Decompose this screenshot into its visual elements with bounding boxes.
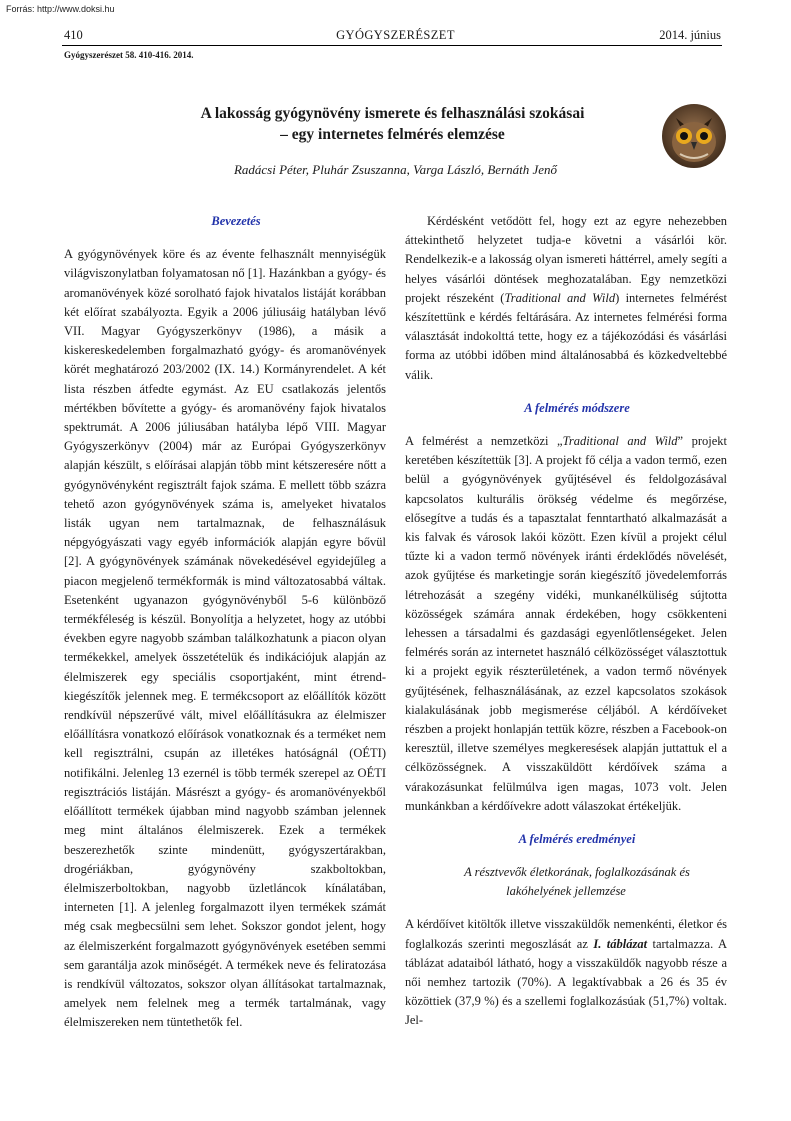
- section-heading-results: A felmérés eredményei: [518, 832, 636, 847]
- method-paragraph: A felmérést a nemzetközi „Traditional and Wild” projekt keretében készítettük [3]. A projekt fő célja a vadon termő, ezen belül a gyógynövények gyűjtésével és feldolgozásával kapcsolatos kulturális örökség védelme és megőrzése, elősegítve a tudás és a tapasztalat fenntartható alkalmazását a kis falvak és városok lakói között. Ezen kívül a projekt célul tűzte ki a vadon termő növények iránti érdeklődés növelését, azok gyűjtése és marketingje során kiegészítő jövedelemforrás létrehozását a szegény vidéki, munkanélküliség sújtotta közösségek számára annak érdekében, hogy csökkenteni lehessen a társadalmi és gazdasági egyenlőtlenségeket. Jelen felmérés során az internetet használó célközösséget választottuk ki a projekt egyik részterületének, a vadon termő növények gyűjtésének, felhasználásának, az ezzel kapcsolatos szokások kialakulásának jobb megismerése céljából. A kérdőíveket részben a projekt honlapján tettük közre, részben a Facebook-on keresztül, illetve személyes megkeresések alapján juttattuk el a célközösségnek. A visszaküldött kérdőívek száma a várakozásunkat felülmúlva igen magas, 1073 volt. Jelen munkánkban a kérdőívekre adott válaszokat értékeljük.: [405, 434, 727, 813]
- owl-logo-image: [662, 104, 726, 168]
- results-paragraph: A kérdőívet kitöltők illetve visszaküldők nemenkénti, életkor és foglalkozás szerinti megoszlását az I. táblázat tartalmazza. A táblázat adataiból látható, hogy a visszaküldők nagyobb része a női nemhez tartozik (70%). A legaktívabbak a 26 és 35 év közöttiek (37,9 %) és a szellemi foglalkozásúak (51,7%) voltak. Jel-: [405, 917, 727, 1028]
- right-paragraph-1: Kérdésként vetődött fel, hogy ezt az egyre nehezebben áttekinthető helyzetet tudja-e követni a vásárlói kör. Rendelkezik-e a lakosság olyan ismereti háttérrel, amely segíti a helyes vásárlói döntések meghozatalában. Egy nemzetközi projekt részeként (Traditional and Wild) internetes felmérést készítettünk e kérdés feltárására. Az internetes felmérési forma választását indokolttá tette, hogy ez a tájékozódási és vásárlási forma az utóbbi időben mind általánosabbá és közkedveltebbé válik.: [405, 214, 728, 382]
- source-label: Forrás: http://www.doksi.hu: [6, 4, 115, 14]
- journal-name: GYÓGYSZERÉSZET: [336, 28, 455, 42]
- intro-paragraph: A gyógynövények köre és az évente felhasznált mennyiségük világviszonylatban folyamatosan nő [1]. Hazánkban a gyógy- és aromanövények közé sorolható fajok hivatalos listáját korábban két előírat szabályozta. Egyik a 2006 júliusáig hatályban lévő VII. Magyar Gyógyszerkönyv (1986), a másik a kiskereskedelemben forgalmazható gyógy- és aromanövények körét meghatározó 203/2002 (IX. 14.) Kormányrendelet. A két lista részben átfedte egymást. Az EU csatlakozás jelentős mértékben bővítette a gyógy- és aromanövény fajok hivatalos spektrumát. A 2006 júliusában hatályba lépő VIII. Magyar Gyógyszerkönyv (2004) már az Európai Gyógyszerkönyv alapján készült, s előírásai alapján több mint kétszeresére nőtt a gyógynövényként regisztrált fajok száma. E mellett több százra tehető azon gyógynövények száma is, amelyeket hivatalos listák ugyan nem tartalmaznak, de felhasználásuk népgyógyászati vagy egyéb információk alapján egyre bővül [2]. A gyógynövények számának növekedésével egyidejűleg a piacon megjelenő termékformák is mind változatosabbá váltak. Esetenként ugyanazon gyógynövényből 5-6 különböző termékféleség is készül. Bonyolítja a helyzetet, hogy az utóbbi években egyre nagyobb számban találkozhatunk a piacon olyan termékekkel, amelyek összetételük és indikációjuk alapján az élelmiszerek egy speciális csoportjaként, mint étrend-kiegészítők jelennek meg. E termékcsoport az előállítók között rendkívül népszerűvé vált, mivel előállításukra az élelmiszer előállításra vonatkozó előírások vonatkoznak és a terméket nem kell regisztrálni, csupán az illetékes hatóságnál (OÉTI) notifikálni. Jelenleg 13 ezernél is több termék szerepel az OÉTI regisztrációs listáján. Másrészt a gyógy- és aromanövényekből előállított termékek újabban mind nagyobb számban jelennek meg mint általános élelmiszerek. Ezek a termékek beszerezhetők szinte mindenütt, gyógyszertárakban, drogériákban, gyógynövény szakboltokban, élelmiszerboltokban, nagyobb üzletláncok kínálatában, interneten [1]. A jelenleg forgalmazott ilyen termékek számát még csak megbecsülni sem lehet. Sokszor gondot jelent, hogy az élelmiszerként forgalmazott gyógynövények esetében semmi sem garantálja azok minőségét. A termékek neve és feliratozása is rendkívül változatos, sokszor olyan állításokat tartalmaznak, amelyek nem felelnek meg a termék tartalmának, vagy élelmiszereken nem tüntethetők fel.: [64, 247, 386, 1030]
- section-heading-intro: Bevezetés: [211, 214, 261, 228]
- right-column: [405, 212, 727, 1031]
- authors: Radácsi Péter, Pluhár Zsuszanna, Varga László, Bernáth Jenő: [233, 162, 558, 177]
- title-line-1: A lakosság gyógynövény ismerete és felhasználási szokásai: [200, 105, 585, 122]
- owl-icon: [662, 104, 726, 168]
- page-number: 410: [64, 28, 83, 42]
- citation: Gyógyszerészet 58. 410-416. 2014.: [64, 50, 194, 60]
- header-rule: [62, 45, 722, 46]
- title-line-2: – egy internetes felmérés elemzése: [280, 126, 505, 143]
- left-column: [64, 212, 386, 1033]
- section-heading-method: A felmérés módszere: [524, 400, 630, 415]
- article-title: [120, 103, 665, 145]
- subsection-heading: A résztvevők életkorának, foglalkozásának és lakóhelyének jellemzése: [464, 865, 690, 899]
- issue-date: 2014. június: [659, 28, 721, 42]
